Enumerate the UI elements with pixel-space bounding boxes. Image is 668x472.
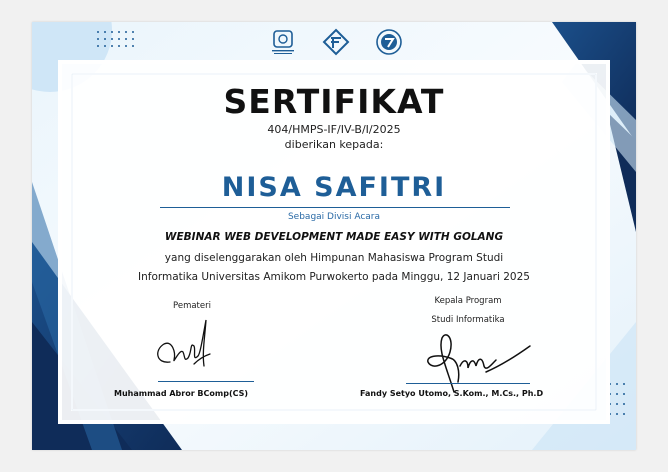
certificate-title: SERTIFIKAT: [223, 82, 445, 121]
left-signer-name: Muhammad Abror BComp(CS): [114, 389, 249, 398]
left-signature-line: [158, 381, 254, 382]
right-signature-line: [406, 383, 530, 384]
right-signature-label-line-1: Kepala Program: [434, 296, 502, 306]
left-signature-image: [150, 312, 220, 378]
description-line-2: Informatika Universitas Amikom Purwokerto pada Minggu, 12 Januari 2025: [138, 271, 530, 283]
recipient-underline: [160, 207, 510, 208]
right-signature-image: [424, 326, 534, 398]
recipient-role: Sebagai Divisi Acara: [287, 212, 381, 222]
recipient-name: NISA SAFITRI: [221, 172, 447, 203]
right-signature-label-line-2: Studi Informatika: [431, 315, 505, 325]
right-signer-name: Fandy Setyo Utomo, S.Kom., M.Cs., Ph.D: [360, 389, 544, 398]
given-to-text: diberikan kepada:: [284, 138, 384, 151]
left-signature-label: Pemateri: [173, 301, 211, 311]
certificate: [32, 22, 636, 450]
certificate-content: [32, 22, 636, 450]
certificate-number: 404/HMPS-IF/IV-B/I/2025: [267, 123, 401, 136]
event-title: WEBINAR WEB DEVELOPMENT MADE EASY WITH GOLANG: [164, 231, 504, 243]
description-line-1: yang diselenggarakan oleh Himpunan Mahasiswa Program Studi: [164, 252, 504, 264]
